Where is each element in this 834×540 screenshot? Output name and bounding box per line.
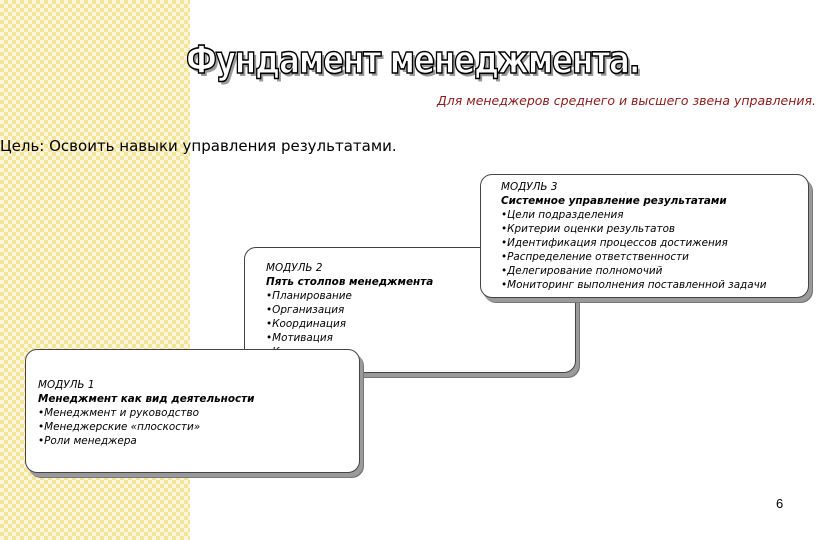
module-3-number: МОДУЛЬ 3 <box>501 181 558 193</box>
list-item: • Планирование <box>266 289 569 303</box>
list-item: • Делегирование полномочий <box>501 264 802 278</box>
module-3-list <box>501 208 802 292</box>
module-1-list <box>38 406 353 448</box>
list-item: • Организация <box>266 303 569 317</box>
list-item: • Координация <box>266 317 569 331</box>
list-item: • Менеджмент и руководство <box>38 406 353 420</box>
list-item: • Идентификация процессов достижения <box>501 236 802 250</box>
slide-title: Фундамент менеджмента. <box>186 38 640 82</box>
module-1-box <box>25 349 360 473</box>
module-3-box <box>480 174 809 298</box>
slide-subtitle: Для менеджеров среднего и высшего звена управления. <box>437 93 816 108</box>
module-1-title: Менеджмент как вид деятельности <box>38 393 255 405</box>
list-item: • Мониторинг выполнения поставленной задачи <box>501 278 802 292</box>
page-number: 6 <box>776 496 784 511</box>
list-item: • Менеджерские «плоскости» <box>38 420 353 434</box>
list-item: • Распределение ответственности <box>501 250 802 264</box>
module-3-title: Системное управление результатами <box>501 195 727 207</box>
module-2-title: Пять столпов менеджмента <box>266 276 434 288</box>
module-2-number: МОДУЛЬ 2 <box>266 262 323 274</box>
module-1-number: МОДУЛЬ 1 <box>38 379 95 391</box>
list-item: • Цели подразделения <box>501 208 802 222</box>
list-item: • Мотивация <box>266 331 569 345</box>
list-item: • Критерии оценки результатов <box>501 222 802 236</box>
list-item: • Роли менеджера <box>38 434 353 448</box>
goal-statement: Цель: Освоить навыки управления результатами. <box>0 137 397 155</box>
